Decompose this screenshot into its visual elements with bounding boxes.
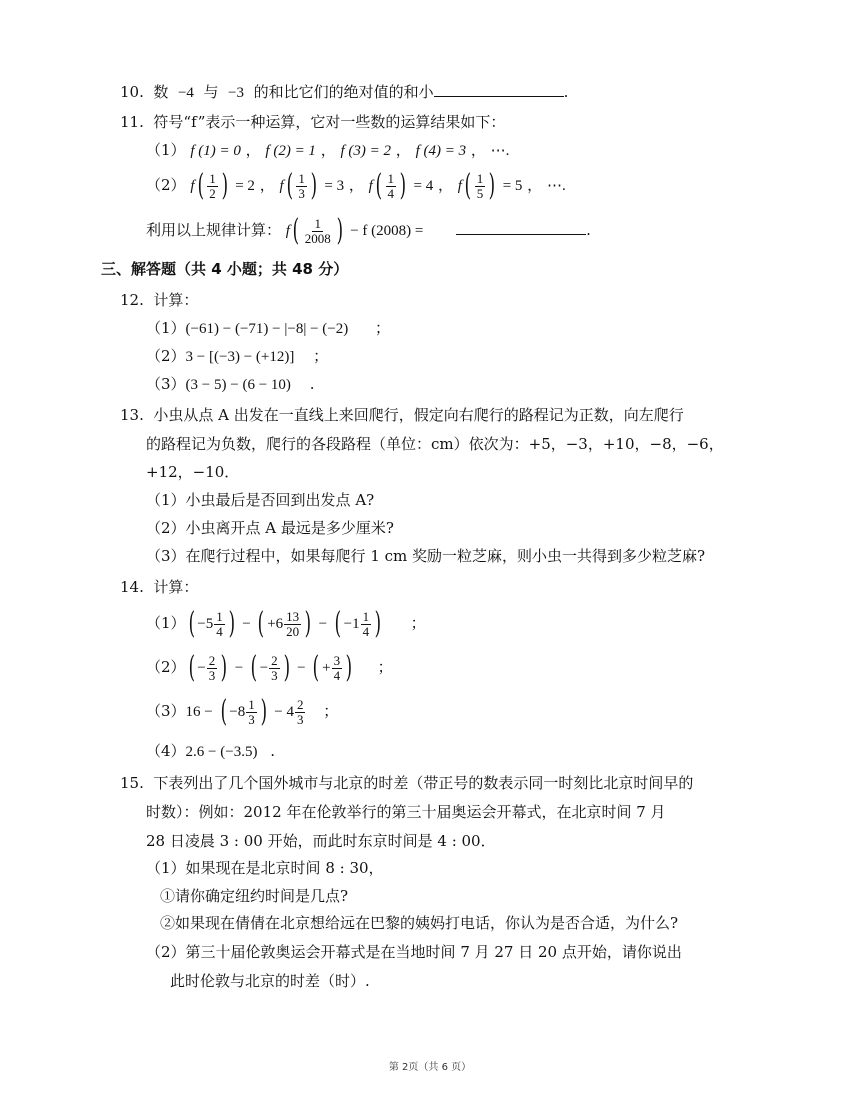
punctuation: ；	[313, 347, 329, 365]
q12-item-2	[146, 346, 328, 367]
question-number: 14.	[120, 578, 144, 596]
period: .	[586, 221, 591, 239]
f-symbol: f	[368, 178, 373, 194]
item-label: （2）	[146, 347, 186, 365]
question-number: 15.	[120, 774, 144, 792]
fraction: $\frac{1}{2008}$	[304, 215, 331, 246]
result: = 2	[235, 178, 255, 194]
question-number: 13.	[120, 406, 144, 424]
q15-sub-1a: ①请你确定纽约时间是几点?	[160, 887, 349, 905]
fraction: $\frac{1}{5}$	[476, 170, 484, 201]
q15-text: 时数）：例如：2012 年在伦敦举行的第三十届奥运会开幕式，在北京时间 7 月	[146, 803, 666, 821]
ellipsis: ⋯.	[546, 178, 566, 194]
punctuation: .	[270, 742, 276, 760]
q13-sub-3: （3）在爬行过程中，如果每爬行 1 cm 奖励一粒芝麻，则小虫一共得到多少粒芝麻?	[146, 547, 706, 565]
q13-text: +12，−10．	[146, 463, 240, 481]
question-12	[120, 290, 198, 310]
q11-calc-expr: − f (2008) =	[350, 223, 424, 239]
q10-number-2: −3	[228, 85, 245, 101]
fraction: $\frac{2}{3}$	[208, 652, 216, 683]
q11-row-2: （2） f( $\frac{1}{2}$ ) = 2 ， f( $\frac{1}{3}$ ) = 3 ， f( $\frac{1}{4}$ ) = 4 ， f( $\frac{1}{5}$ ) = 5 ， ⋯.	[146, 168, 566, 203]
f-value: f (3) = 2	[340, 143, 392, 159]
item-label: （1）	[146, 141, 186, 159]
q14-item-2: （2）( − $\frac{2}{3}$ ) − ( − $\frac{2}{3}$ ) − ( + $\frac{3}{4}$ ) ；	[146, 650, 393, 685]
q14-item-3: （3）16 − ( −8 $\frac{1}{3}$ ) − 4 $\frac{2}{3}$ ；	[146, 694, 339, 729]
item-label: （2）	[146, 658, 186, 676]
q13-sub-1: （1）小虫最后是否回到出发点 A?	[146, 491, 375, 509]
q12-item-3	[146, 374, 314, 395]
q15-sub-2-cont: 此时伦敦与北京的时差（时）.	[170, 972, 370, 990]
q14-title: 计算：	[153, 578, 199, 596]
q13-sub-2: （2）小虫离开点 A 最远是多少厘米?	[146, 519, 394, 537]
q14-item-1: （1）( −5 $\frac{1}{4}$ ) − ( +6 $\frac{13}{20}$ ) − ( −1 $\frac{1}{4}$ ) ；	[146, 606, 426, 641]
q10-text: 的和比它们的绝对值的和小	[253, 83, 434, 101]
result: = 4	[413, 178, 434, 194]
q14-item-4	[146, 741, 275, 762]
q15-sub-1b: ②如果现在倩倩在北京想给远在巴黎的姨妈打电话，你认为是否合适，为什么?	[160, 914, 679, 932]
question-number: 12.	[120, 291, 144, 309]
f-symbol: f	[190, 178, 195, 194]
q10-text: 与	[203, 83, 219, 101]
fraction: $\frac{3}{4}$	[333, 652, 341, 683]
question-14	[120, 577, 198, 597]
q15-sub-1: （1）如果现在是北京时间 8 : 30，	[146, 859, 384, 877]
q11-row-1: （1） f (1) = 0 ， f (2) = 1 ， f (3) = 2 ， f (4) = 3 ， ⋯.	[146, 141, 510, 159]
fraction: $\frac{1}{4}$	[216, 608, 223, 639]
q11-calc: 利用以上规律计算： f( $\frac{1}{2008}$ ) − f (2008) = .	[146, 213, 591, 248]
punctuation: ；	[377, 658, 393, 676]
q12-title: 计算：	[153, 291, 199, 309]
fraction: $\frac{13}{20}$	[286, 608, 300, 639]
math-expression: (3 − 5) − (6 − 10)	[185, 377, 291, 393]
q13-text: 小虫从点 A 出发在一直线上来回爬行，假定向右爬行的路程记为正数，向左爬行	[153, 406, 684, 424]
f-symbol: f	[279, 178, 284, 194]
question-10	[120, 82, 568, 103]
result: = 3	[324, 178, 345, 194]
item-label: （4）	[146, 742, 186, 760]
question-13	[120, 405, 684, 425]
item-label: （1）	[146, 319, 186, 337]
f-value: f (2) = 1	[265, 143, 316, 159]
question-15	[120, 773, 693, 793]
answer-blank[interactable]	[434, 82, 564, 97]
q13-text: 的路程记为负数，爬行的各段路程（单位：cm）依次为：+5，−3，+10，−8，−6，	[146, 435, 724, 453]
section-title: 三、解答题（共 4 小题；共 48 分）	[101, 260, 349, 278]
question-number: 11.	[120, 113, 144, 131]
f-value: f (4) = 3	[415, 143, 467, 159]
question-number: 10.	[120, 83, 144, 101]
item-label: （2）	[146, 176, 186, 194]
period: .	[563, 83, 569, 101]
fraction: $\frac{1}{4}$	[387, 170, 395, 201]
punctuation: ；	[375, 319, 391, 337]
ellipsis: ⋯.	[490, 143, 510, 159]
math-expression: (−61) − (−71) − |−8| − (−2)	[185, 321, 349, 337]
fraction: $\frac{1}{3}$	[248, 696, 255, 727]
question-11	[120, 112, 505, 132]
fraction: $\frac{2}{3}$	[271, 652, 278, 683]
page-footer: 第 2页（共 6 页）	[388, 1062, 472, 1073]
q11-calc-text: 利用以上规律计算：	[146, 221, 282, 239]
answer-blank[interactable]	[456, 220, 586, 235]
f-symbol: f	[457, 178, 462, 194]
q10-number-1: −4	[177, 85, 194, 101]
fraction: $\frac{1}{2}$	[209, 170, 216, 201]
q10-text: 数	[153, 83, 169, 101]
fraction: $\frac{1}{4}$	[362, 608, 370, 639]
fraction: $\frac{2}{3}$	[296, 696, 304, 727]
punctuation: ；	[410, 614, 426, 632]
item-label: （3）	[146, 702, 186, 720]
f-value: f (1) = 0	[190, 143, 241, 159]
q11-intro: 符号“f”表示一种运算，它对一些数的运算结果如下：	[153, 113, 506, 131]
q12-item-1	[146, 318, 390, 339]
q15-text: 28 日凌晨 3 : 00 开始，而此时东京时间是 4 : 00．	[146, 832, 496, 850]
f-symbol: f	[285, 223, 290, 239]
item-label: （3）	[146, 375, 186, 393]
q15-sub-2: （2）第三十届伦敦奥运会开幕式是在当地时间 7 月 27 日 20 点开始，请你说出	[146, 943, 682, 961]
fraction: $\frac{1}{3}$	[298, 170, 305, 201]
math-expression: 2.6 − (−3.5)	[185, 744, 258, 760]
punctuation: ；	[323, 702, 339, 720]
item-label: （1）	[146, 614, 186, 632]
punctuation: .	[309, 375, 315, 393]
result: = 5	[502, 178, 523, 194]
q15-text: 下表列出了几个国外城市与北京的时差（带正号的数表示同一时刻比北京时间早的	[153, 774, 694, 792]
math-expression: 3 − [(−3) − (+12)]	[185, 349, 295, 365]
